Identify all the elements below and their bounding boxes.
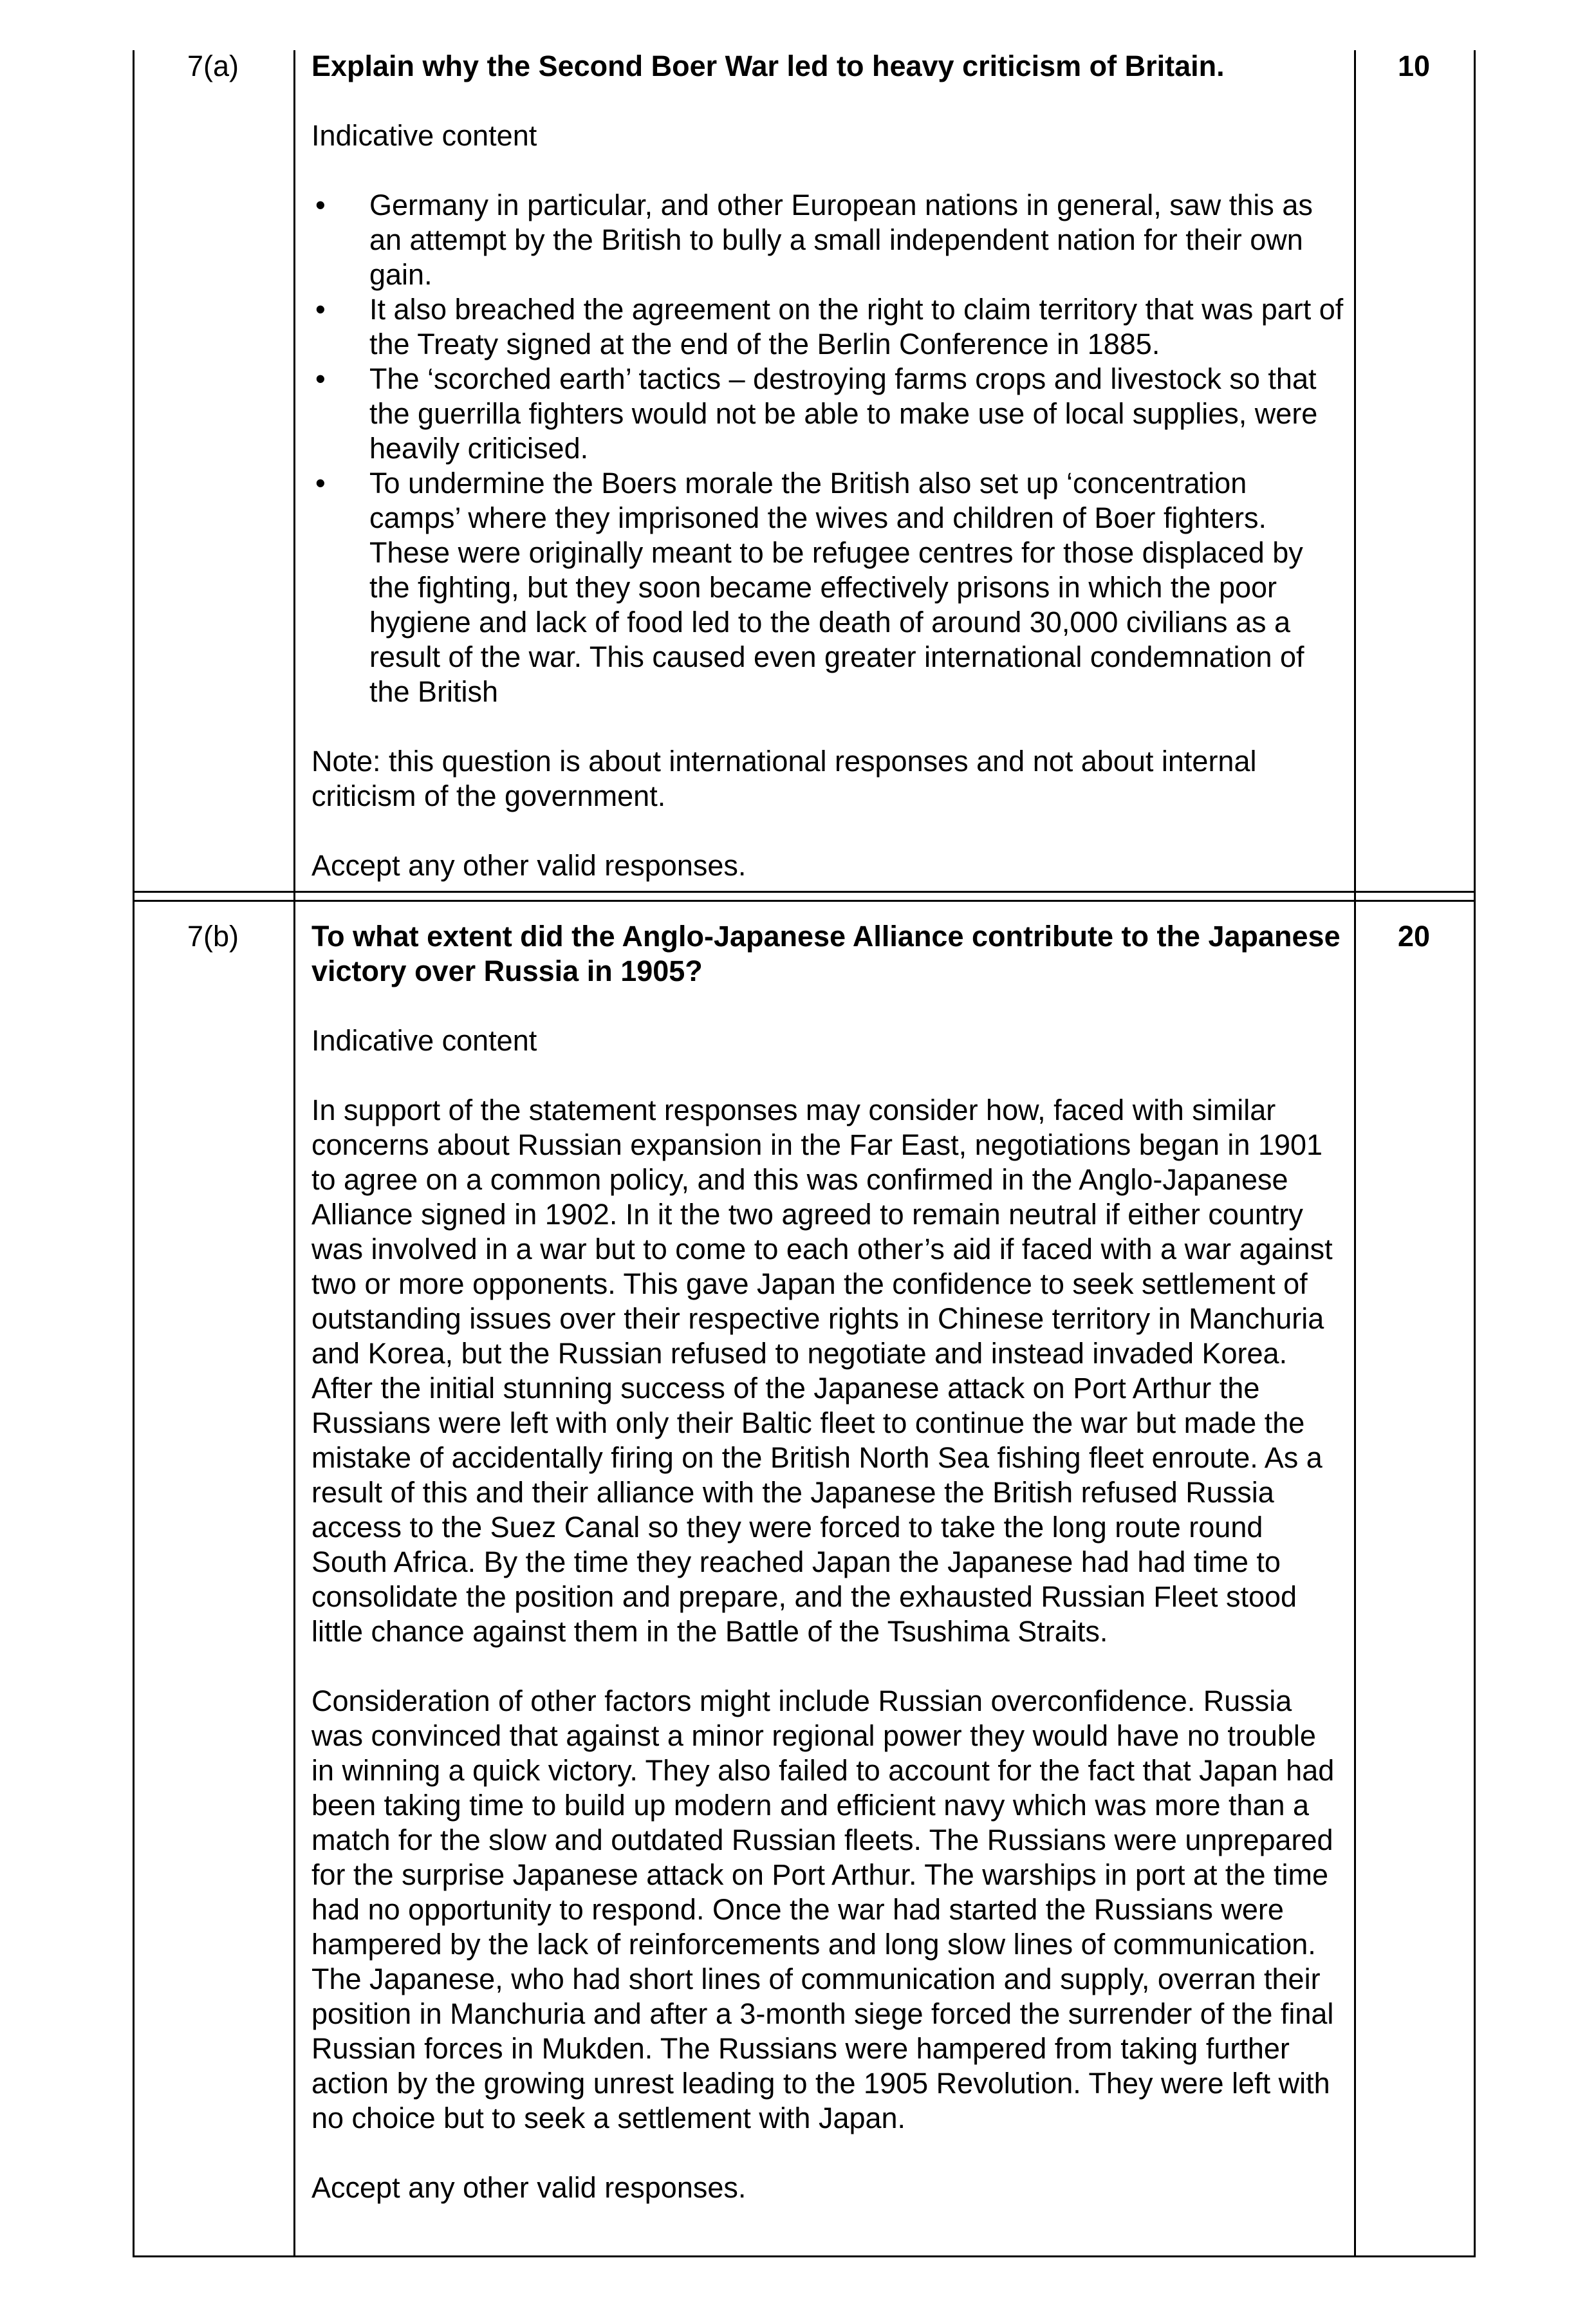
question-7a-content: [311, 49, 1344, 883]
question-number-7b: 7(b): [187, 920, 239, 953]
bullet-icon: •: [315, 362, 326, 395]
paragraph-other-factors: Consideration of other factors might include Russian overconfidence. Russia was convinced that against a minor regional power they would have no trouble in winning a quick victory. They also failed to account for the fact that Japan had been taking time to build up modern and efficient navy which was more than a match for the slow and outdated Russian fleets. The Russians were unprepared for the surprise Japanese attack on Port Arthur. The warships in port at the time had no opportunity to respond. Once the war had started the Russians were hampered by the lack of reinforcements and long slow lines of communication. The Japanese, who had short lines of communication and supply, overran their position in Manchuria and after a 3-month siege forced the surrender of the final Russian forces in Mukden. The Russians were hampered from taking further action by the growing unrest leading to the 1905 Revolution. They were left with no choice but to seek a settlement with Japan.: [311, 1684, 1335, 2134]
question-7b-content: [311, 919, 1344, 2205]
question-7a-title: Explain why the Second Boer War led to heavy criticism of Britain.: [311, 50, 1225, 82]
row-separator-bottom: [133, 900, 1476, 902]
question-7b-title: To what extent did the Anglo-Japanese Alliance contribute to the Japanese victory over Russia in 1905?: [311, 920, 1341, 987]
bullet-icon: •: [315, 189, 326, 221]
table-left-border: [133, 50, 135, 2257]
bullet-icon: •: [315, 293, 326, 326]
note-7a: Note: this question is about international responses and not about internal criticism of the government.: [311, 745, 1257, 812]
row-separator-top: [133, 891, 1476, 893]
list-item: • To undermine the Boers morale the British also set up ‘concentration camps’ where they imprisoned the wives and children of Boer fighters. These were originally meant to be refugee centres for those displaced by the fighting, but they soon became effectively prisons in which the poor hygiene and lack of food led to the death of around 30,000 civilians as a result of the war. This caused even greater international condemnation of the British: [315, 467, 1304, 708]
bullet-list-7a: [311, 188, 1344, 709]
marks-7b: 20: [1397, 920, 1431, 953]
question-number-7a: 7(a): [187, 50, 239, 82]
paragraph-supporting-statement: In support of the statement responses may consider how, faced with similar concerns about Russian expansion in the Far East, negotiations began in 1901 to agree on a common policy, and this was confirmed in the Anglo-Japanese Alliance signed in 1902. In it the two agreed to remain neutral if either country was involved in a war but to come to each other’s aid if faced with a war against two or more opponents. This gave Japan the confidence to seek settlement of outstanding issues over their respective rights in Chinese territory in Manchuria and Korea, but the Russian refused to negotiate and instead invaded Korea. After the initial stunning success of the Japanese attack on Port Arthur the Russians were left with only their Baltic fleet to continue the war but made the mistake of accidentally firing on the British North Sea fishing fleet enroute. As a result of this and their alliance with the Japanese the British refused Russia access to the Suez Canal so they were forced to take the long route round South Africa. By the time they reached Japan the Japanese had had time to consolidate the position and prepare, and the exhausted Russian Fleet stood little chance against them in the Battle of the Tsushima Straits.: [311, 1094, 1333, 1648]
table-column-divider-1: [293, 50, 295, 2257]
table-bottom-border: [133, 2255, 1476, 2257]
list-item: • The ‘scorched earth’ tactics – destroying farms crops and livestock so that the guerrilla fighters would not be able to make use of local supplies, were heavily criticised.: [315, 362, 1318, 465]
marks-7a: 10: [1397, 50, 1431, 82]
indicative-content-label-7b: Indicative content: [311, 1024, 537, 1057]
bullet-icon: •: [315, 467, 326, 499]
accept-note-7b: Accept any other valid responses.: [311, 2171, 747, 2204]
list-item: • It also breached the agreement on the right to claim territory that was part of the Treaty signed at the end of the Berlin Conference in 1885.: [315, 293, 1344, 360]
indicative-content-label-7a: Indicative content: [311, 119, 537, 152]
table-right-border: [1474, 50, 1476, 2257]
list-item: • Germany in particular, and other European nations in general, saw this as an attempt by the British to bully a small independent nation for their own gain.: [315, 189, 1313, 291]
accept-note-7a: Accept any other valid responses.: [311, 849, 747, 882]
table-column-divider-2: [1354, 50, 1356, 2257]
